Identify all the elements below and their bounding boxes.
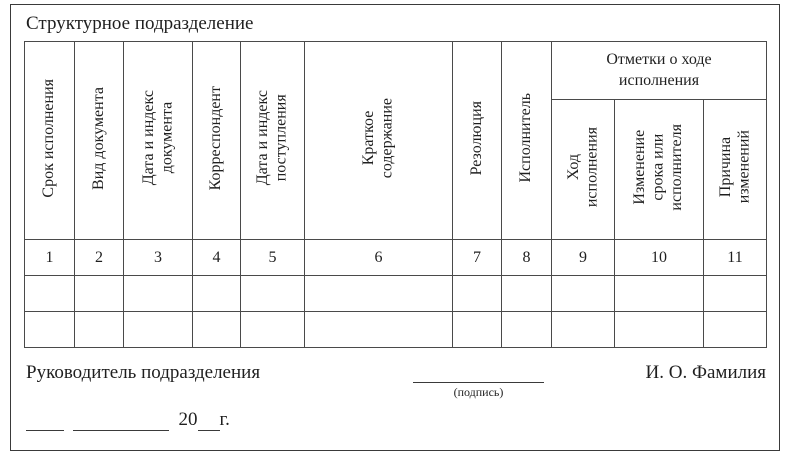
column-number: 4 (193, 240, 241, 276)
column-number: 1 (25, 240, 75, 276)
table-cell (615, 276, 704, 312)
table-cell (75, 312, 124, 348)
date-line (26, 409, 230, 431)
table-cell (193, 276, 241, 312)
table-cell (704, 276, 767, 312)
col-header-change: Изменение срока или исполнителя (615, 100, 704, 240)
table-cell (552, 276, 615, 312)
table-cell (124, 312, 193, 348)
column-number: 6 (305, 240, 453, 276)
month-blank (73, 412, 169, 431)
column-number: 2 (75, 240, 124, 276)
table-cell (502, 312, 552, 348)
table-cell (615, 312, 704, 348)
table-cell (193, 312, 241, 348)
year-suffix: г. (219, 409, 230, 430)
col-header-progress: Ход исполнения (552, 100, 615, 240)
column-number: 7 (453, 240, 502, 276)
year-prefix: 20 (178, 409, 198, 430)
table-cell (241, 276, 305, 312)
signature-line (413, 382, 544, 383)
col-header-doc-type: Вид документа (75, 42, 124, 240)
column-number: 10 (615, 240, 704, 276)
column-number: 9 (552, 240, 615, 276)
table-cell (305, 276, 453, 312)
header-row-top (25, 42, 767, 100)
column-number: 3 (124, 240, 193, 276)
table-row (25, 312, 767, 348)
col-header-deadline: Срок исполнения (25, 42, 75, 240)
col-header-doc-date-index: Дата и индекс документа (124, 42, 193, 240)
table-cell (124, 276, 193, 312)
table-cell (241, 312, 305, 348)
table-cell (453, 312, 502, 348)
col-header-receipt-date-index: Дата и индекс поступления (241, 42, 305, 240)
table-cell (704, 312, 767, 348)
col-header-resolution: Резолюция (453, 42, 502, 240)
col-header-summary: Краткое содержание (305, 42, 453, 240)
table-cell (75, 276, 124, 312)
col-header-executor: Исполнитель (502, 42, 552, 240)
table-cell (25, 276, 75, 312)
table-row (25, 276, 767, 312)
column-number: 5 (241, 240, 305, 276)
year-blank (198, 412, 220, 431)
table-cell (502, 276, 552, 312)
table-cell (453, 276, 502, 312)
table-cell (305, 312, 453, 348)
group-header-progress: Отметки о ходе исполнения (552, 42, 767, 100)
col-header-correspondent: Корреспондент (193, 42, 241, 240)
column-number: 8 (502, 240, 552, 276)
signature-caption: (подпись) (453, 385, 504, 399)
col-header-reason: Причина изменений (704, 100, 767, 240)
registration-table (24, 41, 767, 348)
unit-title: Структурное подразделение (26, 13, 254, 34)
day-blank (26, 412, 64, 431)
head-label: Руководитель подразделения (26, 362, 261, 383)
table-cell (552, 312, 615, 348)
column-numbers-row (25, 240, 767, 276)
head-name: И. О. Фамилия (645, 362, 766, 383)
column-number: 11 (704, 240, 767, 276)
table-cell (25, 312, 75, 348)
